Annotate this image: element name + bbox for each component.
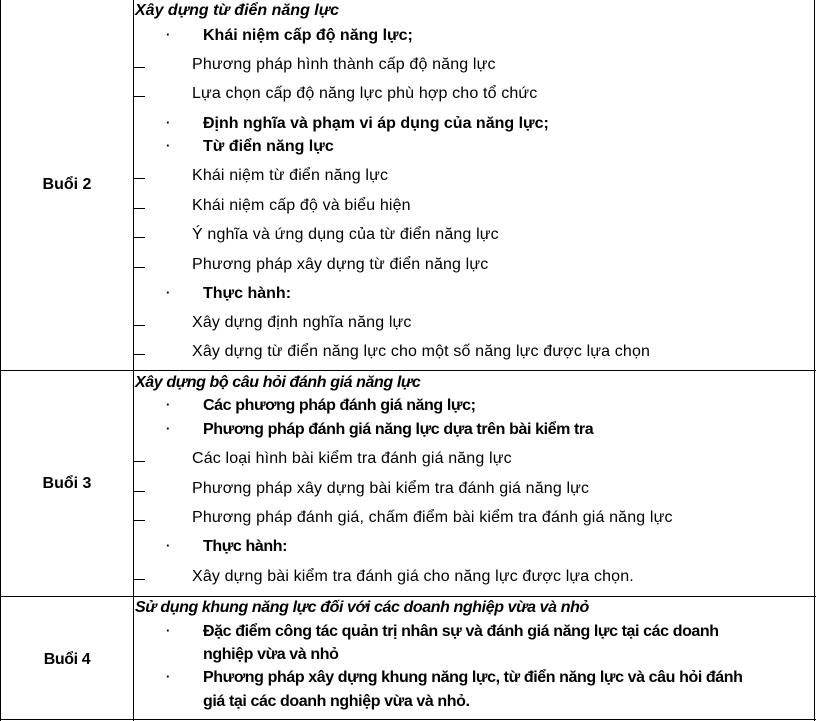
bullet-continuation: giá tại các doanh nghiệp vừa và nhỏ. [203,693,470,710]
dash-item: Khái niệm cấp độ và biểu hiện [134,197,816,221]
table-border-bottom [0,719,816,720]
dash-item: Ý nghĩa và ứng dụng của từ điển năng lực [134,226,816,250]
bullet-item: · Phương pháp đánh giá năng lực dựa trên bài kiểm tra [166,421,594,438]
dash-icon [134,325,145,326]
bullet-item: · Đặc điểm công tác quản trị nhân sự và đánh giá năng lực tại các doanh [166,623,719,640]
dash-icon [134,354,145,355]
dash-item: Xây dựng bài kiểm tra đánh giá cho năng lực được lựa chọn. [134,568,816,592]
dash-icon [134,208,145,209]
session-content [134,597,816,719]
session-content [134,0,816,370]
table-row-session-4 [0,597,816,719]
bullet-icon: · [166,397,170,412]
dash-item: Phương pháp xây dựng bài kiểm tra đánh giá năng lực [134,480,816,504]
session-label: Buổi 4 [43,651,91,668]
bullet-icon: · [166,421,170,436]
bullet-item: · Từ điển năng lực [166,138,334,155]
dash-icon [134,67,145,68]
dash-item: Xây dựng từ điển năng lực cho một số năng lực được lựa chọn [134,343,816,367]
session-label: Buổi 2 [42,176,92,193]
dash-item: Xây dựng định nghĩa năng lực [134,314,816,338]
session-content [134,371,816,596]
dash-icon [134,491,145,492]
bullet-continuation: nghiệp vừa và nhỏ [203,646,339,663]
dash-item: Khái niệm từ điển năng lực [134,167,816,191]
dash-item: Các loại hình bài kiểm tra đánh giá năng lực [134,450,816,474]
bullet-item: · Các phương pháp đánh giá năng lực; [166,397,476,414]
bullet-item: · Định nghĩa và phạm vi áp dụng của năng lực; [166,115,549,132]
bullet-item: · Thực hành: [166,285,292,302]
table-row-session-3 [0,371,816,596]
bullet-icon: · [166,669,170,684]
dash-icon [134,178,145,179]
section-title: Sử dụng khung năng lực đối với các doanh nghiệp vừa và nhỏ [135,599,589,616]
dash-icon [134,237,145,238]
dash-item: Lựa chọn cấp độ năng lực phù hợp cho tổ chức [134,85,816,109]
session-label: Buổi 3 [42,475,92,492]
dash-icon [134,96,145,97]
bullet-icon: · [166,115,171,130]
dash-icon [134,579,145,580]
dash-icon [134,520,145,521]
bullet-icon: · [166,27,171,42]
bullet-icon: · [166,285,171,300]
dash-icon [134,461,145,462]
dash-item: Phương pháp xây dựng từ điển năng lực [134,256,816,280]
dash-item: Phương pháp hình thành cấp độ năng lực [134,56,816,80]
dash-item: Phương pháp đánh giá, chấm điểm bài kiểm tra đánh giá năng lực [134,509,816,533]
section-title: Xây dựng từ điển năng lực [135,2,340,19]
bullet-icon: · [166,138,171,153]
bullet-item: · Phương pháp xây dựng khung năng lực, từ điển năng lực và câu hỏi đánh [166,669,743,686]
bullet-icon: · [166,623,170,638]
bullet-icon: · [166,538,170,553]
section-title: Xây dựng bộ câu hỏi đánh giá năng lực [135,374,421,391]
bullet-item: · Thực hành: [166,538,288,555]
bullet-item: · Khái niệm cấp độ năng lực; [166,27,413,44]
dash-icon [134,267,145,268]
